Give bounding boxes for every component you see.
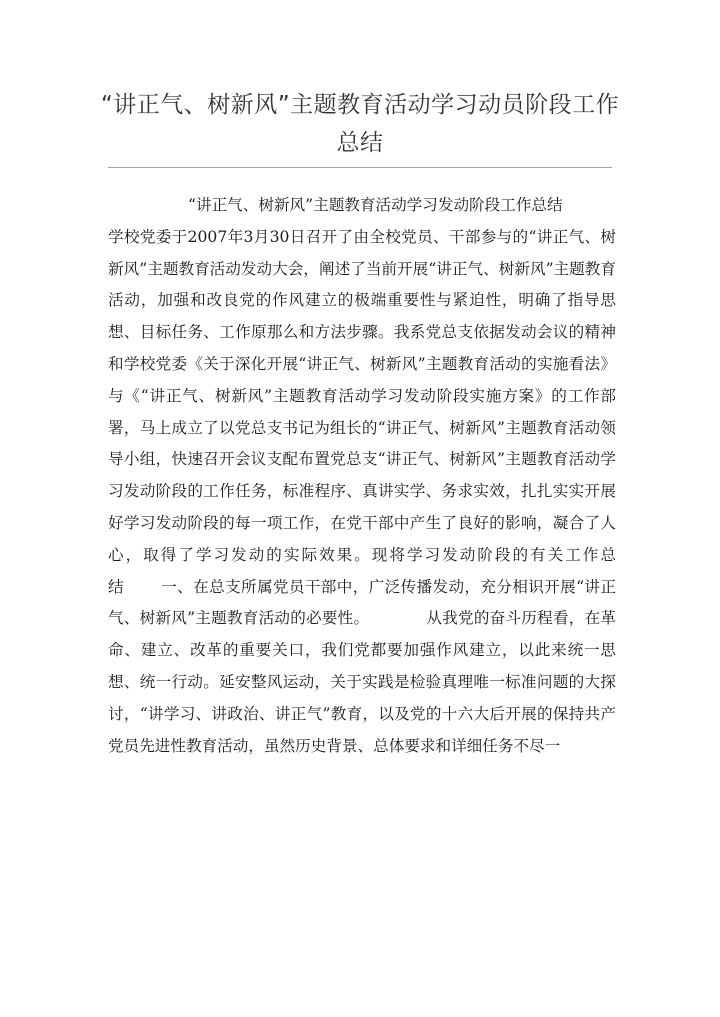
gap-spacer bbox=[369, 609, 426, 627]
title-underline bbox=[108, 167, 612, 168]
document-title: “讲正气、树新风”主题教育活动学习动员阶段工作总结 bbox=[100, 92, 620, 156]
gap-spacer bbox=[124, 578, 161, 596]
paragraph-2: 从我党的奋斗历程看，在革命、建立、改革的重要关口，我们党都要加强作风建立，以此来统一思想、统一行动。延安整风运动，关于实践是检验真理唯一标准问题的大探讨，“讲学习、讲政治、讲正气”教育，以及党的十六大后开展的保持共产党员先进性教育活动，虽然历史背景、总体要求和详细任务不尽一 bbox=[108, 609, 616, 755]
paragraph-1: 学校党委于2007年3月30日召开了由全校党员、干部参与的“讲正气、树新风”主题教育活动发动大会，阐述了当前开展“讲正气、树新风”主题教育活动，加强和改良党的作风建立的极端重要性与紧迫性，明确了指导思想、目标任务、工作原那么和方法步骤。我系党总支依据发动会议的精神和学校党委《关于深化开展“讲正气、树新风”主题教育活动的实施看法》与《“讲正气、树新风”主题教育活动学习发动阶段实施方案》的工作部署，马上成立了以党总支书记为组长的“讲正气、树新风”主题教育活动领导小组，快速召开会议支配布置党总支“讲正气、树新风”主题教育活动学习发动阶段的工作任务，标准程序、真讲实学、务求实效，扎扎实实开展好学习发动阶段的每一项工作，在党干部中产生了良好的影响，凝合了人心，取得了学习发动的实际效果。现将学习发动阶段的有关工作总结 bbox=[108, 227, 616, 596]
document-body bbox=[108, 190, 616, 762]
document-subtitle: “讲正气、树新风”主题教育活动学习发动阶段工作总结 bbox=[188, 196, 563, 214]
section-1-heading: 一、在总支所属党员干部中，广泛传播发动，充分相识开展“讲正气、树新风”主题教育活动的必要性。 bbox=[108, 577, 616, 628]
